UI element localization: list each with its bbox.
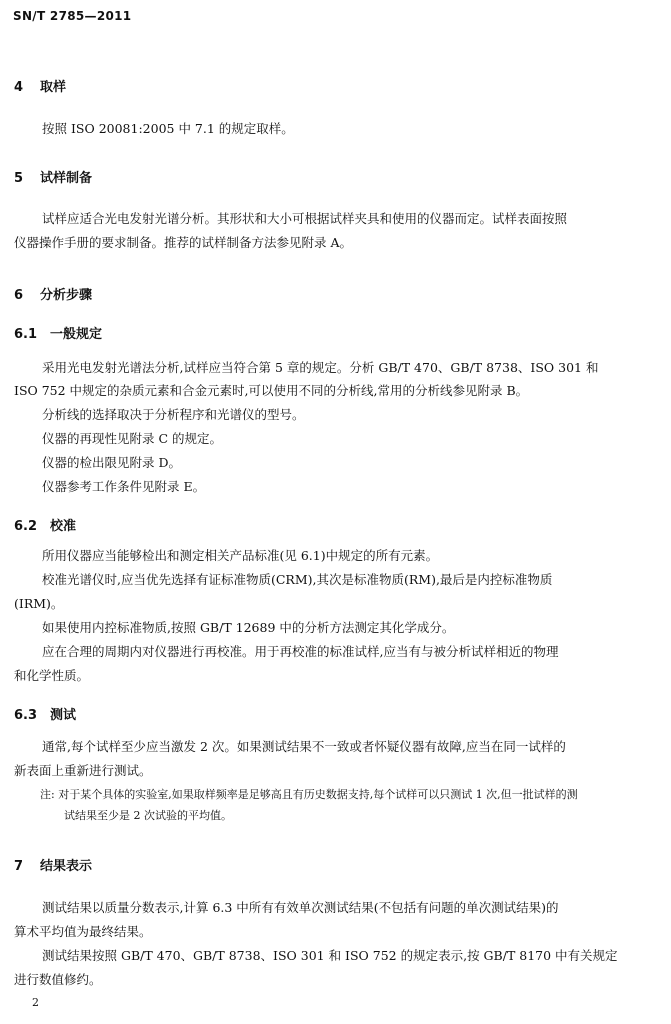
section-number: 4 (14, 80, 24, 95)
paragraph: 所用仪器应当能够检出和测定相关产品标准(见 6.1)中规定的所有元素。 (42, 548, 439, 563)
paragraph: 算术平均值为最终结果。 (14, 924, 152, 939)
section-number: 6.2 (14, 519, 38, 534)
paragraph: 测试结果按照 GB/T 470、GB/T 8738、ISO 301 和 ISO 752 的规定表示,按 GB/T 8170 中有关规定 (42, 948, 618, 963)
paragraph: 仪器的再现性见附录 C 的规定。 (42, 431, 223, 446)
section-number: 6 (14, 288, 24, 303)
section-number: 6.3 (14, 708, 38, 723)
section-4-heading (14, 76, 66, 95)
paragraph: 测试结果以质量分数表示,计算 6.3 中所有有效单次测试结果(不包括有问题的单次测试结果)的 (42, 900, 559, 915)
paragraph: 通常,每个试样至少应当激发 2 次。如果测试结果不一致或者怀疑仪器有故障,应当在同一试样的 (42, 739, 566, 754)
paragraph: 试样应适合光电发射光谱分析。其形状和大小可根据试样夹具和使用的仪器而定。试样表面按照 (42, 211, 568, 226)
paragraph: 校准光谱仪时,应当优先选择有证标准物质(CRM),其次是标准物质(RM),最后是内控标准物质 (42, 572, 553, 587)
paragraph: 仪器的检出限见附录 D。 (42, 455, 181, 470)
section-6-1-heading (14, 323, 102, 342)
section-title: 分析步骤 (40, 288, 93, 303)
section-number: 7 (14, 859, 24, 874)
section-title: 试样制备 (40, 171, 93, 186)
section-6-3-heading (14, 704, 76, 723)
section-title: 测试 (50, 708, 77, 723)
standard-code-header: SN/T 2785—2011 (13, 9, 132, 23)
section-title: 一般规定 (50, 327, 103, 342)
paragraph: 分析线的选择取决于分析程序和光谱仪的型号。 (42, 407, 305, 422)
section-number: 5 (14, 171, 24, 186)
paragraph: 仪器参考工作条件见附录 E。 (42, 479, 206, 494)
paragraph: 新表面上重新进行测试。 (14, 763, 152, 778)
section-6-heading (14, 284, 92, 303)
note-continuation: 试结果至少是 2 次试验的平均值。 (64, 809, 232, 822)
section-number: 6.1 (14, 327, 38, 342)
paragraph: 进行数值修约。 (14, 972, 102, 987)
paragraph: 和化学性质。 (14, 668, 90, 683)
section-title: 校准 (50, 519, 77, 534)
paragraph: 采用光电发射光谱法分析,试样应当符合第 5 章的规定。分析 GB/T 470、GB/T 8738、ISO 301 和 (42, 360, 599, 375)
section-title: 结果表示 (40, 859, 93, 874)
paragraph: 如果使用内控标准物质,按照 GB/T 12689 中的分析方法测定其化学成分。 (42, 620, 455, 635)
paragraph: 仪器操作手册的要求制备。推荐的试样制备方法参见附录 A。 (14, 235, 353, 250)
section-title: 取样 (40, 80, 67, 95)
section-5-heading (14, 167, 92, 186)
note: 注: 对于某个具体的实验室,如果取样频率是足够高且有历史数据支持,每个试样可以只测试 1 次,但一批试样的测 (40, 788, 578, 801)
section-6-2-heading (14, 515, 76, 534)
page-number: 2 (32, 996, 39, 1009)
paragraph: 应在合理的周期内对仪器进行再校准。用于再校准的标准试样,应当有与被分析试样相近的物理 (42, 644, 559, 659)
paragraph: ISO 752 中规定的杂质元素和合金元素时,可以使用不同的分析线,常用的分析线参见附录 B。 (14, 383, 529, 398)
section-7-heading (14, 855, 92, 874)
paragraph: (IRM)。 (14, 596, 64, 611)
paragraph: 按照 ISO 20081:2005 中 7.1 的规定取样。 (42, 121, 294, 136)
